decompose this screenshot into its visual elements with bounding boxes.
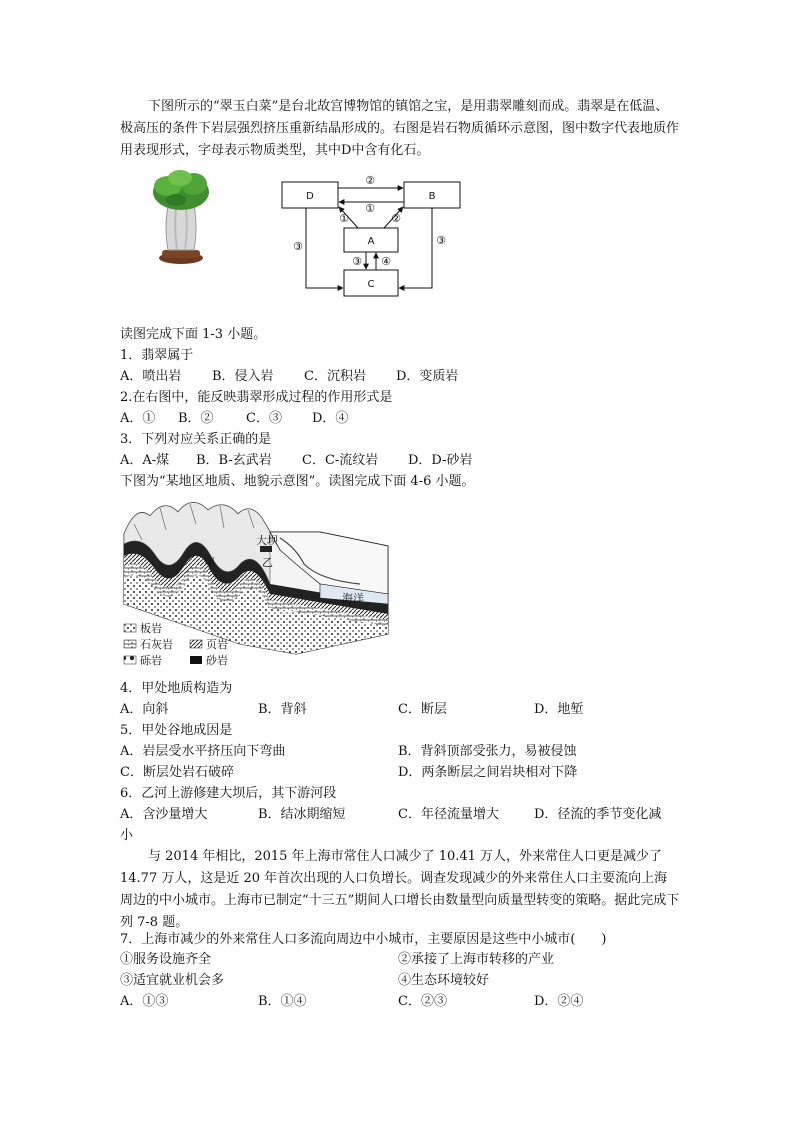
q3-option-a[interactable]: A．A-煤: [120, 453, 170, 468]
q3-option-d[interactable]: D．D-砂岩: [408, 453, 473, 468]
question-5-stem: 5．甲处谷地成因是: [120, 723, 233, 738]
q7-statement-1: ①服务设施齐全: [120, 952, 212, 967]
q4-option-a[interactable]: A．向斜: [120, 702, 169, 717]
jade-cabbage-image: [146, 166, 216, 266]
legend-limestone: 石灰岩: [140, 638, 173, 651]
question-3-stem: 3．下列对应关系正确的是: [120, 432, 272, 447]
node-d-label: D: [306, 191, 314, 202]
q6-option-c[interactable]: C．年径流量增大: [398, 807, 499, 822]
arrow-label-right-diag: ②: [391, 212, 401, 225]
question-4-stem: 4．甲处地质构造为: [120, 681, 233, 696]
dam-label: 大坝: [256, 534, 278, 547]
q7-option-c[interactable]: C．②③: [398, 994, 447, 1009]
q7-statement-4: ④生态环境较好: [398, 973, 490, 988]
q2-option-a[interactable]: A．①: [120, 411, 156, 426]
q2-option-c[interactable]: C．③: [246, 411, 282, 426]
q1-option-d[interactable]: D．变质岩: [396, 369, 459, 384]
legend-shale: 页岩: [206, 638, 228, 651]
q4-option-c[interactable]: C．断层: [398, 702, 447, 717]
q1-option-c[interactable]: C．沉积岩: [304, 369, 366, 384]
q1-option-a[interactable]: A．喷出岩: [120, 369, 182, 384]
question-7-stem: 7．上海市减少的外来常住人口多流向周边中小城市，主要原因是这些中小城市( ): [120, 932, 607, 947]
q3-option-c[interactable]: C．C-流纹岩: [302, 453, 379, 468]
q2-option-b[interactable]: B．②: [178, 411, 214, 426]
q7-statement-2: ②承接了上海市转移的产业: [398, 952, 555, 967]
question-5-options-row-1: [120, 742, 680, 762]
rock-cycle-diagram: [278, 170, 468, 302]
read-instruction-1: 读图完成下面 1-3 小题。: [120, 327, 267, 342]
q7-option-b[interactable]: B．①④: [258, 994, 307, 1009]
node-b-label: B: [428, 191, 436, 202]
question-6-options: [120, 805, 680, 825]
arrow-label-left-loop: ③: [293, 240, 303, 253]
arrow-label-top: ②: [365, 174, 375, 187]
legend-board-rock: 板岩: [140, 622, 162, 635]
legend-conglomerate: 砾岩: [140, 654, 162, 667]
q4-option-b[interactable]: B．背斜: [258, 702, 307, 717]
q5-option-d[interactable]: D．两条断层之间岩块相对下降: [398, 765, 578, 780]
arrow-label-a-to-c: ③: [352, 255, 362, 268]
question-2-options: [120, 409, 680, 429]
geology-landform-diagram: [120, 494, 396, 672]
intro-paragraph-3: 与 2014 年相比，2015 年上海市常住人口减少了 10.41 万人，外来常住人口更是减少了 14.77 万人，这是近 20 年首次出现的人口负增长。调查发现减少的外来常住人口主要流向上海周边的中小城市。上海市已制定“十三五”期间人口增长由数量型向质量型转变的策略。据此完成下列 7-8 题。: [120, 849, 680, 930]
node-c-label: C: [367, 279, 375, 290]
q4-option-d[interactable]: D．地堑: [534, 702, 584, 717]
q2-option-d[interactable]: D．④: [312, 411, 349, 426]
question-3-options: [120, 451, 680, 471]
question-6-stem: 6．乙河上游修建大坝后，其下游河段: [120, 786, 337, 801]
q7-statement-3: ③适宜就业机会多: [120, 973, 225, 988]
q1-option-b[interactable]: B．侵入岩: [212, 369, 274, 384]
q6-option-b[interactable]: B．结冰期缩短: [258, 807, 346, 822]
question-4-options: [120, 700, 680, 720]
question-7-statements-row-1: [120, 950, 680, 970]
q3-option-b[interactable]: B．B-玄武岩: [196, 453, 272, 468]
question-7-options: [120, 992, 680, 1012]
sea-label: 海洋: [342, 592, 364, 605]
question-7-statements-row-2: [120, 971, 680, 991]
arrow-label-mid: ①: [365, 202, 375, 215]
q6-option-a[interactable]: A．含沙量增大: [120, 807, 208, 822]
arrow-label-c-to-a: ④: [381, 255, 391, 268]
question-5-options-row-2: [120, 763, 680, 783]
jia-label: 甲: [204, 556, 215, 569]
q5-option-b[interactable]: B．背斜顶部受张力，易被侵蚀: [398, 744, 577, 759]
q7-option-a[interactable]: A．①③: [120, 994, 169, 1009]
question-1-stem: 1．翡翠属于: [120, 348, 194, 363]
arrow-label-left-diag: ①: [339, 212, 349, 225]
q6-option-d[interactable]: D．径流的季节变化减: [534, 807, 662, 822]
node-a-label: A: [367, 236, 375, 247]
question-1-options: [120, 367, 680, 387]
read-instruction-2: 下图为“某地区地质、地貌示意图”。读图完成下面 4-6 小题。: [120, 474, 475, 489]
q5-option-c[interactable]: C．断层处岩石破碎: [120, 765, 234, 780]
arrow-label-right-loop: ③: [436, 234, 446, 247]
intro-paragraph-1: 下图所示的“翠玉白菜”是台北故宫博物馆的镇馆之宝，是用翡翠雕刻而成。翡翠是在低温、极高压的条件下岩层强烈挤压重新结晶形成的。右图是岩石物质循环示意图，图中数字代表地质作用表现形式，字母表示物质类型，其中D中含有化石。: [120, 99, 680, 158]
question-2-stem: 2.在右图中，能反映翡翠形成过程的作用形式是: [120, 390, 393, 405]
q5-option-a[interactable]: A．岩层受水平挤压向下弯曲: [120, 744, 286, 759]
legend-sandstone: 砂岩: [206, 654, 228, 667]
yi-label: 乙: [262, 556, 273, 569]
q7-option-d[interactable]: D．②④: [534, 994, 584, 1009]
q6-option-d-wrap: 小: [120, 828, 134, 843]
